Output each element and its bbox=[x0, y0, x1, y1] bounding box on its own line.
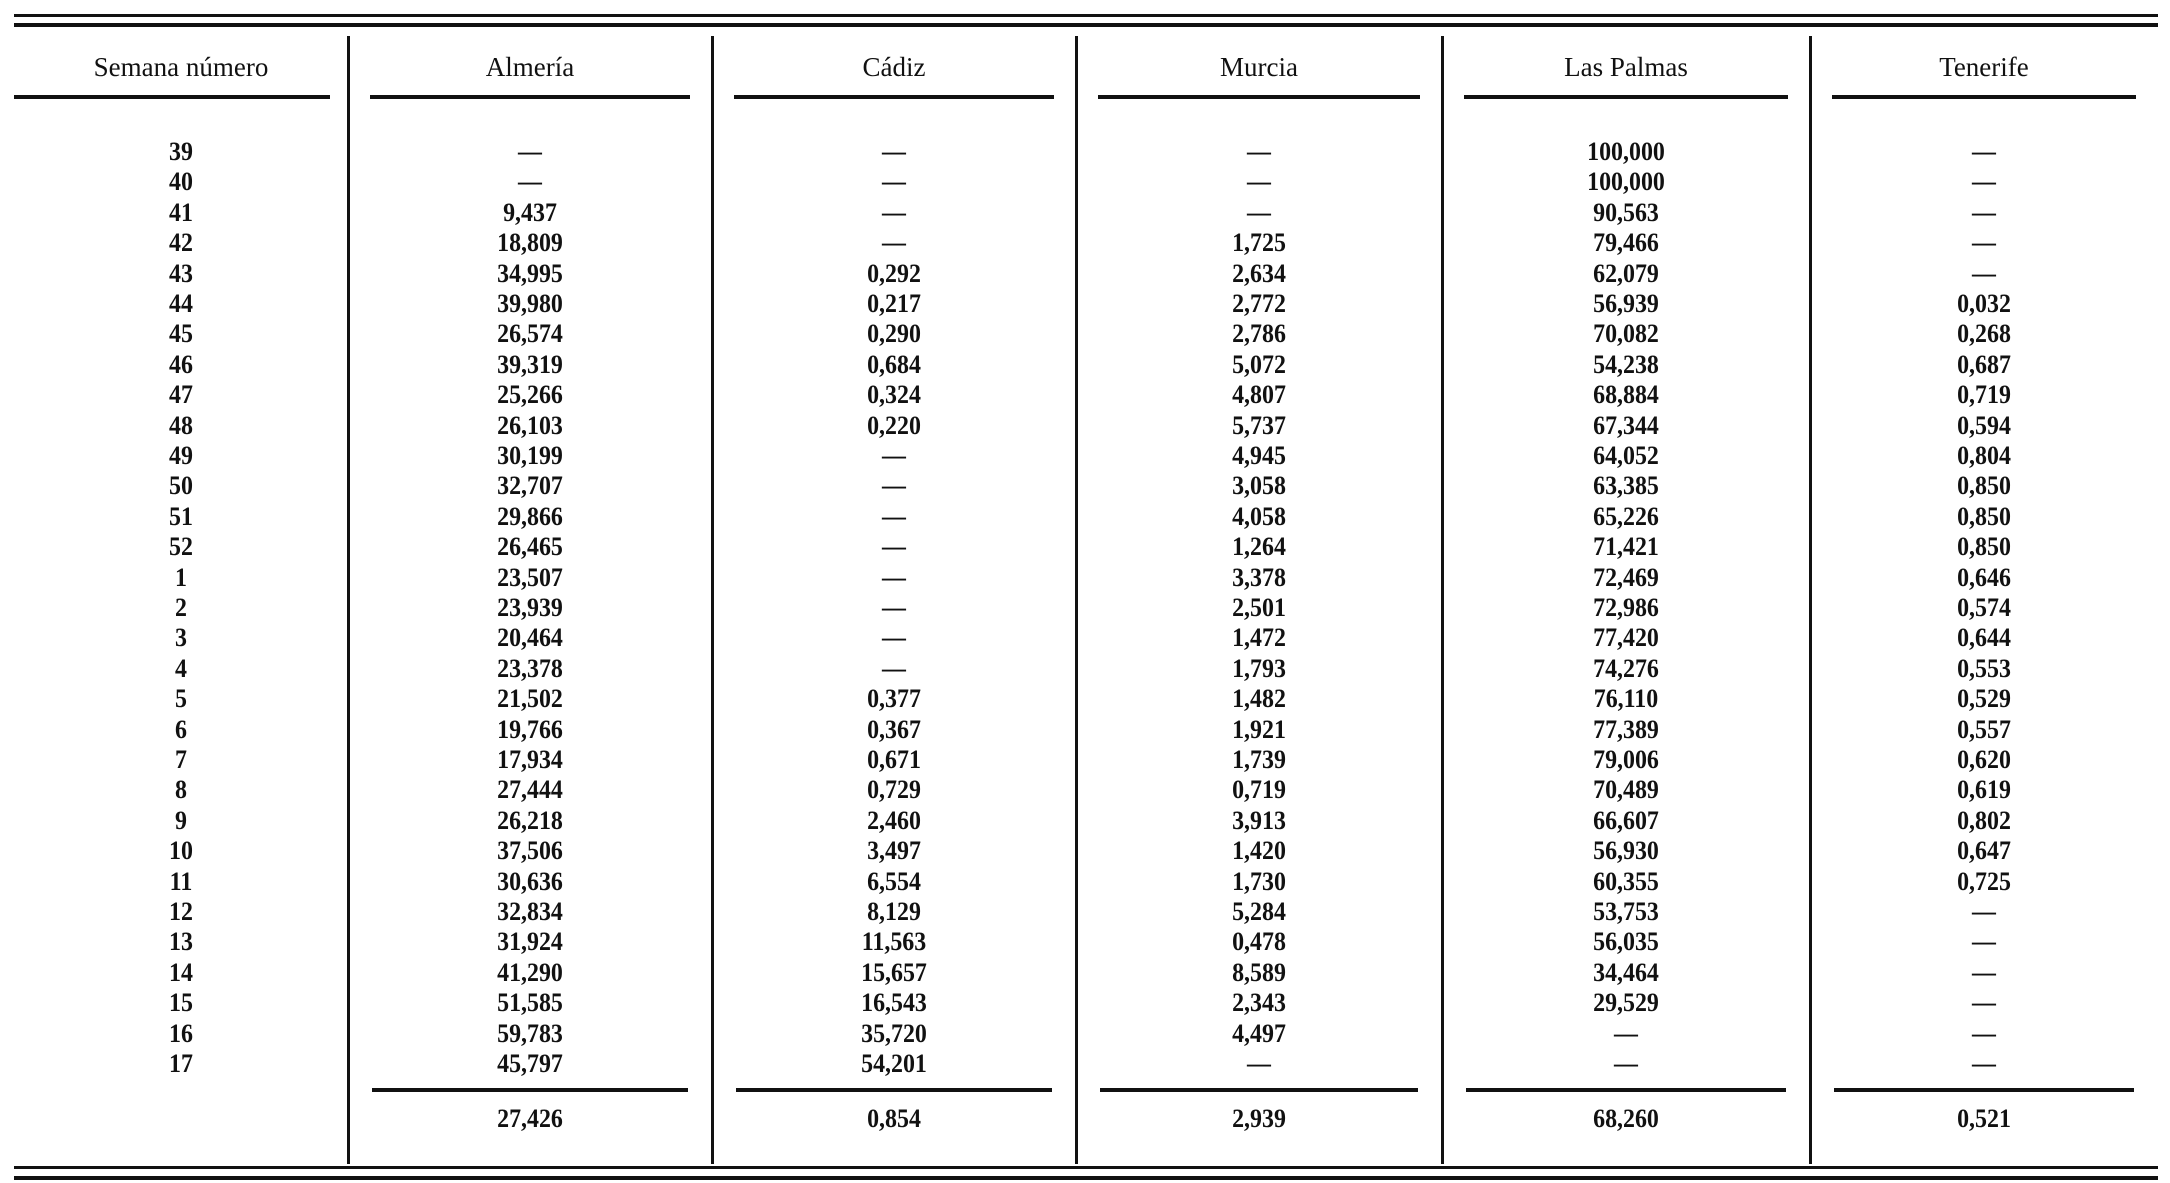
table-cell: — bbox=[1972, 137, 1996, 166]
table-cell: 4,058 bbox=[1232, 501, 1286, 531]
week-number: 39 bbox=[169, 137, 193, 166]
table-cell: 0,377 bbox=[867, 684, 921, 714]
table-cell: 3,497 bbox=[867, 836, 921, 866]
header-underline bbox=[1832, 95, 2136, 99]
table-cell: 72,469 bbox=[1593, 562, 1659, 592]
table-cell: 29,529 bbox=[1593, 988, 1659, 1018]
table-cell: — bbox=[1972, 197, 1996, 227]
header-underline bbox=[734, 95, 1054, 99]
table-cell: 4,807 bbox=[1232, 380, 1286, 410]
table-cell: 11,563 bbox=[861, 927, 927, 957]
table-cell: 0,644 bbox=[1957, 623, 2011, 653]
column-header: Almería bbox=[485, 52, 575, 82]
table-cell: — bbox=[882, 228, 906, 258]
table-cell: 72,986 bbox=[1593, 593, 1659, 622]
column-header: Murcia bbox=[1220, 52, 1298, 82]
table-cell: 90,563 bbox=[1593, 197, 1659, 227]
table-cell: 3,378 bbox=[1232, 562, 1286, 592]
table-cell: 100,000 bbox=[1587, 137, 1665, 166]
table-cell: — bbox=[1972, 167, 1996, 197]
table-cell: 60,355 bbox=[1593, 866, 1659, 896]
table-cell: 5,284 bbox=[1232, 897, 1286, 926]
column-average: 68,260 bbox=[1593, 1104, 1659, 1133]
table-cell: 0,367 bbox=[867, 714, 921, 744]
table-cell: 54,201 bbox=[861, 1049, 927, 1078]
table-cell: 1,793 bbox=[1232, 653, 1286, 683]
column-average: 2,939 bbox=[1232, 1104, 1286, 1133]
column-header: Semana número bbox=[93, 52, 269, 82]
table-cell: — bbox=[882, 653, 906, 683]
week-number: 42 bbox=[169, 228, 193, 258]
table-cell: 2,772 bbox=[1232, 289, 1286, 318]
column-header: Las Palmas bbox=[1564, 52, 1688, 82]
table-cell: 51,585 bbox=[497, 988, 563, 1018]
week-number: 4 bbox=[175, 653, 187, 683]
header-underline bbox=[14, 95, 330, 99]
table-cell: 1,730 bbox=[1232, 866, 1286, 896]
table-cell: 0,324 bbox=[867, 380, 921, 410]
table-cell: 26,574 bbox=[497, 319, 563, 349]
week-number: 16 bbox=[169, 1018, 193, 1048]
table-cell: 0,850 bbox=[1957, 501, 2011, 531]
table-cell: 39,319 bbox=[497, 349, 563, 379]
table-cell: — bbox=[1972, 897, 1996, 926]
week-number: 49 bbox=[169, 441, 193, 470]
table-cell: 0,032 bbox=[1957, 289, 2011, 318]
table-cell: 0,620 bbox=[1957, 745, 2011, 774]
table-cell: — bbox=[1972, 957, 1996, 987]
table-cell: 26,218 bbox=[497, 805, 563, 835]
column-semana bbox=[14, 0, 348, 1183]
table-cell: 19,766 bbox=[497, 714, 563, 744]
table-cell: 0,802 bbox=[1957, 805, 2011, 835]
table-cell: 16,543 bbox=[861, 988, 927, 1018]
table-cell: 0,684 bbox=[867, 349, 921, 379]
table-cell: 2,786 bbox=[1232, 319, 1286, 349]
table-cell: — bbox=[518, 167, 542, 197]
table-cell: 62,079 bbox=[1593, 258, 1659, 288]
table-cell: 6,554 bbox=[867, 866, 921, 896]
table-cell: 79,006 bbox=[1593, 745, 1659, 774]
table-cell: 0,850 bbox=[1957, 532, 2011, 562]
table-cell: 41,290 bbox=[497, 957, 563, 987]
table-cell: 70,082 bbox=[1593, 319, 1659, 349]
table-cell: — bbox=[882, 501, 906, 531]
table-cell: — bbox=[1614, 1018, 1638, 1048]
table-cell: 3,058 bbox=[1232, 471, 1286, 501]
week-number: 2 bbox=[175, 593, 187, 622]
table-cell: 76,110 bbox=[1593, 684, 1659, 714]
table-cell: 77,389 bbox=[1593, 714, 1659, 744]
header-underline bbox=[1098, 95, 1420, 99]
week-number: 9 bbox=[175, 805, 187, 835]
week-number: 45 bbox=[169, 319, 193, 349]
table-cell: 64,052 bbox=[1593, 441, 1659, 470]
table-cell: 0,687 bbox=[1957, 349, 2011, 379]
table-cell: 77,420 bbox=[1593, 623, 1659, 653]
column-almeria bbox=[348, 0, 712, 1183]
table-cell: 34,464 bbox=[1593, 957, 1659, 987]
table-cell: — bbox=[1614, 1049, 1638, 1078]
table-cell: 0,729 bbox=[867, 775, 921, 805]
week-number: 52 bbox=[169, 532, 193, 562]
table-cell: 0,574 bbox=[1957, 593, 2011, 622]
table-cell: 23,378 bbox=[497, 653, 563, 683]
table-cell: 30,636 bbox=[497, 866, 563, 896]
table-cell: 0,292 bbox=[867, 258, 921, 288]
table-cell: 100,000 bbox=[1587, 167, 1665, 197]
table-cell: 0,719 bbox=[1957, 380, 2011, 410]
table-cell: 63,385 bbox=[1593, 471, 1659, 501]
table-cell: — bbox=[882, 562, 906, 592]
week-number: 50 bbox=[169, 471, 193, 501]
table-cell: 0,646 bbox=[1957, 562, 2011, 592]
table-cell: 0,594 bbox=[1957, 410, 2011, 440]
header-underline bbox=[1464, 95, 1788, 99]
total-rule bbox=[372, 1088, 688, 1092]
table-cell: 39,980 bbox=[497, 289, 563, 318]
week-number: 44 bbox=[169, 289, 193, 318]
table-cell: 34,995 bbox=[497, 258, 563, 288]
table-cell: — bbox=[882, 137, 906, 166]
table-cell: — bbox=[1972, 927, 1996, 957]
table-cell: 31,924 bbox=[497, 927, 563, 957]
table-cell: 8,589 bbox=[1232, 957, 1286, 987]
week-number: 43 bbox=[169, 258, 193, 288]
table-cell: 21,502 bbox=[497, 684, 563, 714]
table-cell: 26,103 bbox=[497, 410, 563, 440]
week-number: 40 bbox=[169, 167, 193, 197]
table-cell: 74,276 bbox=[1593, 653, 1659, 683]
week-number: 15 bbox=[169, 988, 193, 1018]
table-cell: 0,529 bbox=[1957, 684, 2011, 714]
table-cell: 79,466 bbox=[1593, 228, 1659, 258]
table-cell: — bbox=[1972, 988, 1996, 1018]
table-cell: — bbox=[1972, 258, 1996, 288]
column-average: 0,521 bbox=[1957, 1104, 2011, 1133]
week-number: 1 bbox=[175, 562, 187, 592]
table-cell: 56,930 bbox=[1593, 836, 1659, 866]
table-cell: 29,866 bbox=[497, 501, 563, 531]
week-number: 48 bbox=[169, 410, 193, 440]
table-cell: 32,707 bbox=[497, 471, 563, 501]
table-cell: — bbox=[1972, 228, 1996, 258]
week-number: 17 bbox=[169, 1049, 193, 1078]
table-cell: 23,939 bbox=[497, 593, 563, 622]
table-cell: — bbox=[1247, 197, 1271, 227]
table-cell: 0,619 bbox=[1957, 775, 2011, 805]
table-cell: 0,220 bbox=[867, 410, 921, 440]
table-cell: 4,497 bbox=[1232, 1018, 1286, 1048]
column-header: Tenerife bbox=[1939, 52, 2029, 82]
column-murcia bbox=[1076, 0, 1442, 1183]
table-cell: — bbox=[882, 471, 906, 501]
table-cell: — bbox=[882, 623, 906, 653]
table-cell: 1,482 bbox=[1232, 684, 1286, 714]
table-cell: — bbox=[518, 137, 542, 166]
week-number: 46 bbox=[169, 349, 193, 379]
table-cell: 20,464 bbox=[497, 623, 563, 653]
table-cell: — bbox=[1247, 137, 1271, 166]
table-cell: 23,507 bbox=[497, 562, 563, 592]
table-cell: 70,489 bbox=[1593, 775, 1659, 805]
table-cell: 26,465 bbox=[497, 532, 563, 562]
column-header: Cádiz bbox=[862, 52, 926, 82]
table-cell: 35,720 bbox=[861, 1018, 927, 1048]
table-cell: 56,035 bbox=[1593, 927, 1659, 957]
table-cell: 0,268 bbox=[1957, 319, 2011, 349]
table-cell: 5,737 bbox=[1232, 410, 1286, 440]
total-rule bbox=[1834, 1088, 2134, 1092]
table-cell: 1,472 bbox=[1232, 623, 1286, 653]
week-number: 10 bbox=[169, 836, 193, 866]
table-cell: 0,290 bbox=[867, 319, 921, 349]
table-cell: — bbox=[1247, 1049, 1271, 1078]
table-cell: 32,834 bbox=[497, 897, 563, 926]
table-cell: 2,460 bbox=[867, 805, 921, 835]
week-number: 14 bbox=[169, 957, 193, 987]
table-cell: 0,850 bbox=[1957, 471, 2011, 501]
table-cell: 66,607 bbox=[1593, 805, 1659, 835]
table-cell: 71,421 bbox=[1593, 532, 1659, 562]
total-rule bbox=[1466, 1088, 1786, 1092]
table-cell: — bbox=[882, 167, 906, 197]
table-cell: 56,939 bbox=[1593, 289, 1659, 318]
table-cell: 0,804 bbox=[1957, 441, 2011, 470]
column-average: 27,426 bbox=[497, 1104, 563, 1133]
table-cell: 2,501 bbox=[1232, 593, 1286, 622]
table-cell: 0,557 bbox=[1957, 714, 2011, 744]
table-cell: 1,725 bbox=[1232, 228, 1286, 258]
week-number: 7 bbox=[175, 745, 187, 774]
table-cell: 17,934 bbox=[497, 745, 563, 774]
table-cell: 30,199 bbox=[497, 441, 563, 470]
table-cell: 1,921 bbox=[1232, 714, 1286, 744]
week-number: 41 bbox=[169, 197, 193, 227]
table-cell: 2,343 bbox=[1232, 988, 1286, 1018]
table-cell: 0,647 bbox=[1957, 836, 2011, 866]
table-cell: — bbox=[1247, 167, 1271, 197]
table-cell: 0,719 bbox=[1232, 775, 1286, 805]
table-cell: 65,226 bbox=[1593, 501, 1659, 531]
table-cell: 18,809 bbox=[497, 228, 563, 258]
week-number: 3 bbox=[175, 623, 187, 653]
week-number: 13 bbox=[169, 927, 193, 957]
column-cadiz bbox=[712, 0, 1076, 1183]
table-cell: 27,444 bbox=[497, 775, 563, 805]
table-cell: 1,739 bbox=[1232, 745, 1286, 774]
table-cell: 0,671 bbox=[867, 745, 921, 774]
table-cell: 0,725 bbox=[1957, 866, 2011, 896]
total-rule bbox=[1100, 1088, 1418, 1092]
table-cell: 1,264 bbox=[1232, 532, 1286, 562]
table-cell: 3,913 bbox=[1232, 805, 1286, 835]
table-cell: 54,238 bbox=[1593, 349, 1659, 379]
table-cell: — bbox=[1972, 1049, 1996, 1078]
table-cell: 67,344 bbox=[1593, 410, 1659, 440]
total-rule bbox=[736, 1088, 1052, 1092]
table-cell: — bbox=[1972, 1018, 1996, 1048]
table-cell: 15,657 bbox=[861, 957, 927, 987]
table-cell: — bbox=[882, 441, 906, 470]
table-cell: 4,945 bbox=[1232, 441, 1286, 470]
table-cell: 8,129 bbox=[867, 897, 921, 926]
table-cell: 0,217 bbox=[867, 289, 921, 318]
week-number: 47 bbox=[169, 380, 193, 410]
table-cell: — bbox=[882, 197, 906, 227]
table-cell: 0,478 bbox=[1232, 927, 1286, 957]
table-cell: 53,753 bbox=[1593, 897, 1659, 926]
table-cell: 9,437 bbox=[503, 197, 557, 227]
table-cell: 0,553 bbox=[1957, 653, 2011, 683]
table-cell: 2,634 bbox=[1232, 258, 1286, 288]
table-cell: 59,783 bbox=[497, 1018, 563, 1048]
table-cell: 25,266 bbox=[497, 380, 563, 410]
column-tenerife bbox=[1810, 0, 2158, 1183]
table-cell: 37,506 bbox=[497, 836, 563, 866]
week-number: 6 bbox=[175, 714, 187, 744]
table-cell: 1,420 bbox=[1232, 836, 1286, 866]
header-underline bbox=[370, 95, 690, 99]
column-average: 0,854 bbox=[867, 1104, 921, 1133]
week-number: 51 bbox=[169, 501, 193, 531]
table-cell: 45,797 bbox=[497, 1049, 563, 1078]
table-cell: 68,884 bbox=[1593, 380, 1659, 410]
week-number: 8 bbox=[175, 775, 187, 805]
week-number: 11 bbox=[169, 866, 193, 896]
week-number: 5 bbox=[175, 684, 187, 714]
table-cell: — bbox=[882, 532, 906, 562]
table-cell: 5,072 bbox=[1232, 349, 1286, 379]
table-cell: — bbox=[882, 593, 906, 622]
column-las_palmas bbox=[1442, 0, 1810, 1183]
week-number: 12 bbox=[169, 897, 193, 926]
